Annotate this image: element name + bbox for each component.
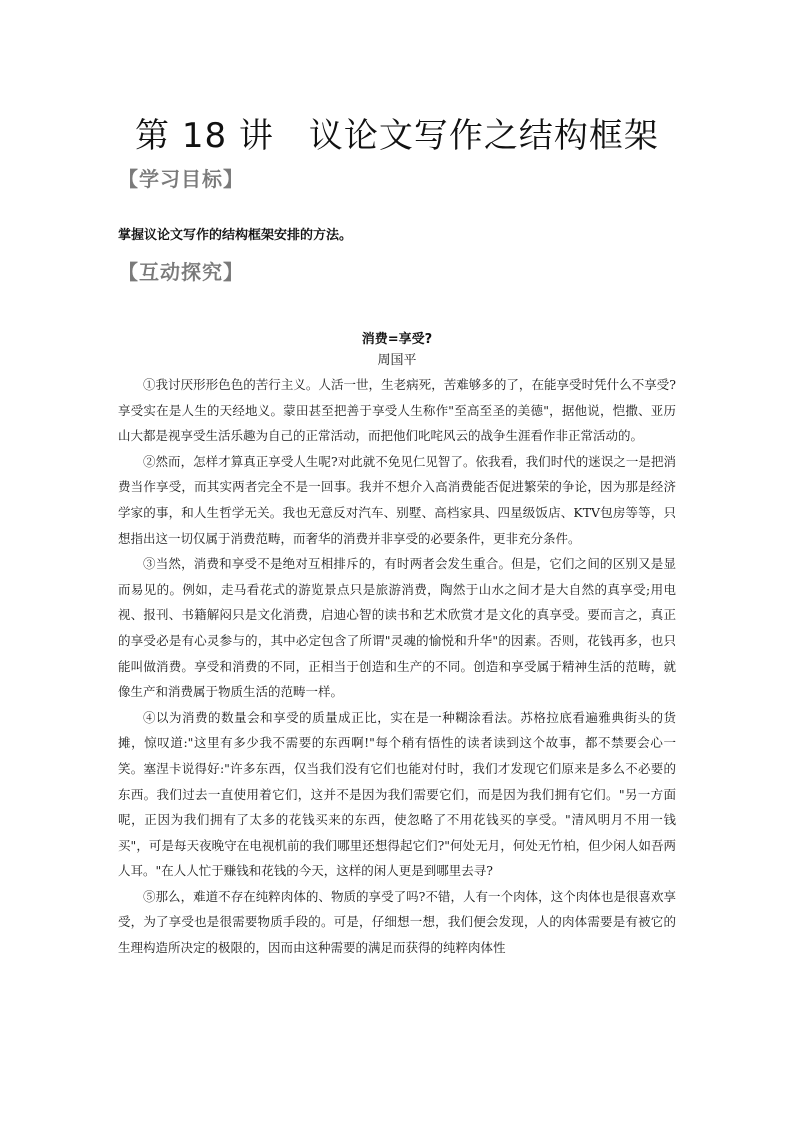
section-heading-objectives: 【学习目标】: [118, 167, 244, 191]
paragraph-3: ③当然，消费和享受不是绝对互相排斥的，有时两者会发生重合。但是，它们之间的区别又是显而易见的。例如，走马看花式的游览景点只是旅游消费，陶然于山水之间才是大自然的真享受;用电视、报刊、书籍解闷只是文化消费，启迪心智的读书和艺术欣赏才是文化的真享受。要而言之，真正的享受必是有心灵参与的，其中必定包含了所谓"灵魂的愉悦和升华"的因素。否则，花钱再多，也只能叫做消费。享受和消费的不同，正相当于创造和生产的不同。创造和享受属于精神生活的范畴，就像生产和消费属于物质生活的范畴一样。: [118, 556, 676, 700]
section-heading-explore: 【互动探究】: [118, 260, 244, 284]
article-body: [118, 372, 676, 961]
article-title: 消费=享受?: [361, 332, 433, 347]
objective-text: 掌握议论文写作的结构框架安排的方法。: [118, 228, 353, 243]
page-title: 第 18 讲 议论文写作之结构框架: [135, 116, 659, 156]
paragraph-2: ②然而，怎样才算真正享受人生呢?对此就不免见仁见智了。依我看，我们时代的迷误之一是把消费当作享受，而其实两者完全不是一回事。我并不想介入高消费能否促进繁荣的争论，因为那是经济学家的事，和人生哲学无关。我也无意反对汽车、别墅、高档家具、四星级饭店、KTV包房等等，只想指出这一切仅属于消费范畴，而奢华的消费并非享受的必要条件，更非充分条件。: [118, 453, 676, 546]
paragraph-5: ⑤那么，难道不存在纯粹肉体的、物质的享受了吗?不错，人有一个肉体，这个肉体也是很喜欢享受，为了享受也是很需要物质手段的。可是，仔细想一想，我们便会发现，人的肉体需要是有被它的生理构造所决定的极限的，因而由这种需要的满足而获得的纯粹肉体性: [118, 888, 676, 956]
paragraph-1: ①我讨厌形形色色的苦行主义。人活一世，生老病死，苦难够多的了，在能享受时凭什么不享受?享受实在是人生的天经地义。蒙田甚至把善于享受人生称作"至高至圣的美德"，据他说，恺撒、亚历山大都是视享受生活乐趣为自己的正常活动，而把他们叱咤风云的战争生涯看作非正常活动的。: [118, 377, 676, 444]
article-author: 周国平: [377, 353, 417, 368]
paragraph-4: ④以为消费的数量会和享受的质量成正比，实在是一种糊涂看法。苏格拉底看遍雅典街头的货摊，惊叹道:"这里有多少我不需要的东西啊!"每个稍有悟性的读者读到这个故事，都不禁要会心一笑。塞涅卡说得好:"许多东西，仅当我们没有它们也能对付时，我们才发现它们原来是多么不必要的东西。我们过去一直使用着它们，这并不是因为我们需要它们，而是因为我们拥有它们。"另一方面呢，正因为我们拥有了太多的花钱买来的东西，使忽略了不用花钱买的享受。"清风明月不用一钱买"，可是每天夜晚守在电视机前的我们哪里还想得起它们?"何处无月，何处无竹柏，但少闲人如吾两人耳。"在人人忙于赚钱和花钱的今天，这样的闲人更是到哪里去寻?: [118, 709, 676, 879]
